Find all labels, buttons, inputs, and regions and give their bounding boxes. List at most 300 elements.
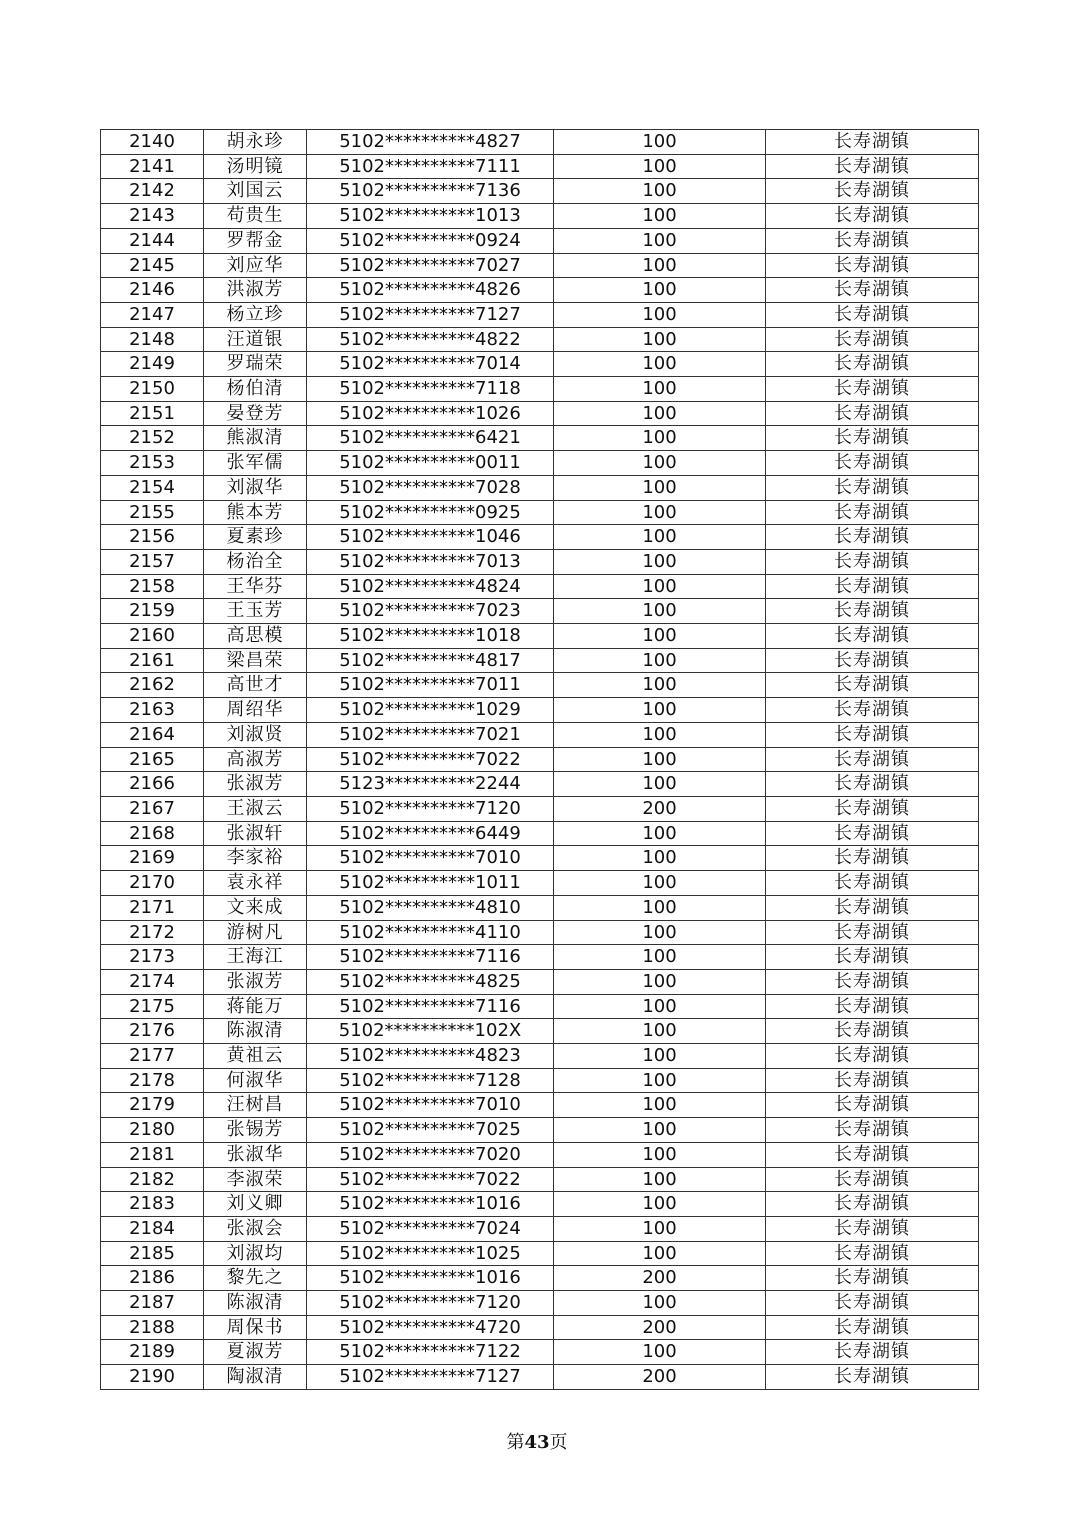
person-name-cell: 刘义卿 (204, 1192, 307, 1217)
row-number-cell: 2188 (101, 1315, 204, 1340)
row-number-cell: 2165 (101, 747, 204, 772)
amount-cell: 100 (554, 945, 766, 970)
page-number: 43 (524, 1432, 550, 1453)
table-row (101, 969, 979, 994)
table-row (101, 895, 979, 920)
amount-cell: 100 (554, 1192, 766, 1217)
table-row (101, 352, 979, 377)
table-row (101, 1142, 979, 1167)
amount-cell: 100 (554, 204, 766, 229)
amount-cell: 100 (554, 871, 766, 896)
town-name-cell: 长寿湖镇 (766, 747, 979, 772)
row-number-cell: 2148 (101, 327, 204, 352)
amount-cell: 100 (554, 673, 766, 698)
id-number-cell: 5102**********102X (307, 1019, 554, 1044)
row-number-cell: 2177 (101, 1044, 204, 1069)
id-number-cell: 5102**********7010 (307, 846, 554, 871)
amount-cell: 200 (554, 796, 766, 821)
person-name-cell: 汤明镜 (204, 154, 307, 179)
page-footer (0, 1428, 1074, 1454)
person-name-cell: 张军儒 (204, 451, 307, 476)
id-number-cell: 5102**********7127 (307, 1365, 554, 1390)
amount-cell: 100 (554, 426, 766, 451)
person-name-cell: 高淑芳 (204, 747, 307, 772)
person-name-cell: 夏淑芳 (204, 1340, 307, 1365)
id-number-cell: 5102**********0925 (307, 500, 554, 525)
town-name-cell: 长寿湖镇 (766, 574, 979, 599)
id-number-cell: 5102**********6421 (307, 426, 554, 451)
row-number-cell: 2182 (101, 1167, 204, 1192)
row-number-cell: 2162 (101, 673, 204, 698)
row-number-cell: 2172 (101, 920, 204, 945)
row-number-cell: 2157 (101, 549, 204, 574)
row-number-cell: 2145 (101, 253, 204, 278)
person-name-cell: 刘应华 (204, 253, 307, 278)
row-number-cell: 2142 (101, 179, 204, 204)
id-number-cell: 5102**********7021 (307, 722, 554, 747)
town-name-cell: 长寿湖镇 (766, 722, 979, 747)
person-name-cell: 王玉芳 (204, 599, 307, 624)
row-number-cell: 2168 (101, 821, 204, 846)
person-name-cell: 张淑芳 (204, 969, 307, 994)
row-number-cell: 2167 (101, 796, 204, 821)
amount-cell: 100 (554, 475, 766, 500)
amount-cell: 100 (554, 1118, 766, 1143)
amount-cell: 100 (554, 722, 766, 747)
amount-cell: 100 (554, 994, 766, 1019)
person-name-cell: 刘淑贤 (204, 722, 307, 747)
town-name-cell: 长寿湖镇 (766, 278, 979, 303)
town-name-cell: 长寿湖镇 (766, 1315, 979, 1340)
table-row (101, 1044, 979, 1069)
town-name-cell: 长寿湖镇 (766, 994, 979, 1019)
id-number-cell: 5102**********1025 (307, 1241, 554, 1266)
table-row (101, 1192, 979, 1217)
roster-table (100, 129, 979, 1390)
town-name-cell: 长寿湖镇 (766, 377, 979, 402)
id-number-cell: 5123**********2244 (307, 772, 554, 797)
table-row (101, 1167, 979, 1192)
table-row (101, 698, 979, 723)
person-name-cell: 周保书 (204, 1315, 307, 1340)
row-number-cell: 2189 (101, 1340, 204, 1365)
id-number-cell: 5102**********7122 (307, 1340, 554, 1365)
town-name-cell: 长寿湖镇 (766, 1266, 979, 1291)
id-number-cell: 5102**********6449 (307, 821, 554, 846)
table-row (101, 525, 979, 550)
amount-cell: 100 (554, 599, 766, 624)
person-name-cell: 熊淑清 (204, 426, 307, 451)
table-row (101, 253, 979, 278)
amount-cell: 100 (554, 698, 766, 723)
row-number-cell: 2158 (101, 574, 204, 599)
town-name-cell: 长寿湖镇 (766, 1019, 979, 1044)
town-name-cell: 长寿湖镇 (766, 969, 979, 994)
amount-cell: 100 (554, 1142, 766, 1167)
town-name-cell: 长寿湖镇 (766, 426, 979, 451)
table-row (101, 648, 979, 673)
table-row (101, 1068, 979, 1093)
amount-cell: 100 (554, 154, 766, 179)
row-number-cell: 2147 (101, 302, 204, 327)
town-name-cell: 长寿湖镇 (766, 648, 979, 673)
row-number-cell: 2185 (101, 1241, 204, 1266)
id-number-cell: 5102**********7025 (307, 1118, 554, 1143)
amount-cell: 100 (554, 895, 766, 920)
amount-cell: 100 (554, 1216, 766, 1241)
amount-cell: 100 (554, 327, 766, 352)
person-name-cell: 汪树昌 (204, 1093, 307, 1118)
amount-cell: 100 (554, 1291, 766, 1316)
row-number-cell: 2173 (101, 945, 204, 970)
town-name-cell: 长寿湖镇 (766, 796, 979, 821)
person-name-cell: 洪淑芳 (204, 278, 307, 303)
id-number-cell: 5102**********7024 (307, 1216, 554, 1241)
town-name-cell: 长寿湖镇 (766, 599, 979, 624)
page-footer-prefix: 第 (506, 1432, 525, 1453)
row-number-cell: 2150 (101, 377, 204, 402)
table-row (101, 278, 979, 303)
table-row (101, 154, 979, 179)
person-name-cell: 张淑会 (204, 1216, 307, 1241)
town-name-cell: 长寿湖镇 (766, 327, 979, 352)
row-number-cell: 2170 (101, 871, 204, 896)
table-row (101, 1093, 979, 1118)
row-number-cell: 2180 (101, 1118, 204, 1143)
id-number-cell: 5102**********1011 (307, 871, 554, 896)
row-number-cell: 2164 (101, 722, 204, 747)
id-number-cell: 5102**********1046 (307, 525, 554, 550)
amount-cell: 100 (554, 1093, 766, 1118)
town-name-cell: 长寿湖镇 (766, 920, 979, 945)
amount-cell: 200 (554, 1266, 766, 1291)
town-name-cell: 长寿湖镇 (766, 1068, 979, 1093)
person-name-cell: 汪道银 (204, 327, 307, 352)
town-name-cell: 长寿湖镇 (766, 179, 979, 204)
town-name-cell: 长寿湖镇 (766, 451, 979, 476)
id-number-cell: 5102**********4823 (307, 1044, 554, 1069)
person-name-cell: 陶淑清 (204, 1365, 307, 1390)
id-number-cell: 5102**********7127 (307, 302, 554, 327)
table-row (101, 1266, 979, 1291)
table-row (101, 574, 979, 599)
table-row (101, 1241, 979, 1266)
amount-cell: 100 (554, 772, 766, 797)
table-row (101, 549, 979, 574)
row-number-cell: 2153 (101, 451, 204, 476)
town-name-cell: 长寿湖镇 (766, 772, 979, 797)
id-number-cell: 5102**********7010 (307, 1093, 554, 1118)
amount-cell: 100 (554, 920, 766, 945)
person-name-cell: 晏登芳 (204, 401, 307, 426)
person-name-cell: 黎先之 (204, 1266, 307, 1291)
table-row (101, 722, 979, 747)
town-name-cell: 长寿湖镇 (766, 1142, 979, 1167)
town-name-cell: 长寿湖镇 (766, 673, 979, 698)
row-number-cell: 2175 (101, 994, 204, 1019)
table-row (101, 130, 979, 155)
id-number-cell: 5102**********4824 (307, 574, 554, 599)
amount-cell: 100 (554, 969, 766, 994)
table-row (101, 1365, 979, 1390)
row-number-cell: 2179 (101, 1093, 204, 1118)
table-row (101, 1019, 979, 1044)
amount-cell: 100 (554, 1241, 766, 1266)
person-name-cell: 罗瑞荣 (204, 352, 307, 377)
id-number-cell: 5102**********1018 (307, 624, 554, 649)
town-name-cell: 长寿湖镇 (766, 1167, 979, 1192)
id-number-cell: 5102**********4827 (307, 130, 554, 155)
amount-cell: 100 (554, 302, 766, 327)
person-name-cell: 陈淑清 (204, 1019, 307, 1044)
person-name-cell: 高思模 (204, 624, 307, 649)
town-name-cell: 长寿湖镇 (766, 549, 979, 574)
row-number-cell: 2187 (101, 1291, 204, 1316)
person-name-cell: 杨治全 (204, 549, 307, 574)
table-row (101, 1118, 979, 1143)
id-number-cell: 5102**********1016 (307, 1192, 554, 1217)
table-row (101, 500, 979, 525)
town-name-cell: 长寿湖镇 (766, 204, 979, 229)
person-name-cell: 张淑轩 (204, 821, 307, 846)
town-name-cell: 长寿湖镇 (766, 945, 979, 970)
row-number-cell: 2174 (101, 969, 204, 994)
person-name-cell: 夏素珍 (204, 525, 307, 550)
row-number-cell: 2190 (101, 1365, 204, 1390)
person-name-cell: 袁永祥 (204, 871, 307, 896)
table-row (101, 599, 979, 624)
row-number-cell: 2171 (101, 895, 204, 920)
town-name-cell: 长寿湖镇 (766, 1241, 979, 1266)
amount-cell: 200 (554, 1315, 766, 1340)
amount-cell: 100 (554, 500, 766, 525)
person-name-cell: 黄祖云 (204, 1044, 307, 1069)
amount-cell: 100 (554, 1167, 766, 1192)
town-name-cell: 长寿湖镇 (766, 154, 979, 179)
page-footer-suffix: 页 (549, 1432, 568, 1453)
town-name-cell: 长寿湖镇 (766, 525, 979, 550)
table-row (101, 377, 979, 402)
id-number-cell: 5102**********7111 (307, 154, 554, 179)
amount-cell: 100 (554, 846, 766, 871)
town-name-cell: 长寿湖镇 (766, 698, 979, 723)
town-name-cell: 长寿湖镇 (766, 624, 979, 649)
id-number-cell: 5102**********4720 (307, 1315, 554, 1340)
amount-cell: 100 (554, 1068, 766, 1093)
id-number-cell: 5102**********7023 (307, 599, 554, 624)
id-number-cell: 5102**********7027 (307, 253, 554, 278)
row-number-cell: 2184 (101, 1216, 204, 1241)
town-name-cell: 长寿湖镇 (766, 1216, 979, 1241)
town-name-cell: 长寿湖镇 (766, 1044, 979, 1069)
id-number-cell: 5102**********4817 (307, 648, 554, 673)
id-number-cell: 5102**********7120 (307, 1291, 554, 1316)
roster-table-container (100, 129, 973, 1390)
row-number-cell: 2141 (101, 154, 204, 179)
amount-cell: 100 (554, 278, 766, 303)
id-number-cell: 5102**********4826 (307, 278, 554, 303)
row-number-cell: 2181 (101, 1142, 204, 1167)
person-name-cell: 罗帮金 (204, 228, 307, 253)
person-name-cell: 张淑芳 (204, 772, 307, 797)
id-number-cell: 5102**********7022 (307, 747, 554, 772)
id-number-cell: 5102**********7128 (307, 1068, 554, 1093)
table-row (101, 821, 979, 846)
id-number-cell: 5102**********4110 (307, 920, 554, 945)
person-name-cell: 杨伯清 (204, 377, 307, 402)
amount-cell: 100 (554, 525, 766, 550)
amount-cell: 100 (554, 377, 766, 402)
table-row (101, 179, 979, 204)
id-number-cell: 5102**********1026 (307, 401, 554, 426)
town-name-cell: 长寿湖镇 (766, 500, 979, 525)
person-name-cell: 熊本芳 (204, 500, 307, 525)
amount-cell: 100 (554, 253, 766, 278)
person-name-cell: 刘淑华 (204, 475, 307, 500)
table-row (101, 401, 979, 426)
person-name-cell: 高世才 (204, 673, 307, 698)
table-row (101, 945, 979, 970)
table-row (101, 204, 979, 229)
amount-cell: 100 (554, 549, 766, 574)
amount-cell: 100 (554, 451, 766, 476)
table-row (101, 871, 979, 896)
id-number-cell: 5102**********7014 (307, 352, 554, 377)
person-name-cell: 苟贵生 (204, 204, 307, 229)
id-number-cell: 5102**********7022 (307, 1167, 554, 1192)
table-row (101, 673, 979, 698)
table-row (101, 302, 979, 327)
row-number-cell: 2186 (101, 1266, 204, 1291)
person-name-cell: 张淑华 (204, 1142, 307, 1167)
person-name-cell: 游树凡 (204, 920, 307, 945)
row-number-cell: 2144 (101, 228, 204, 253)
person-name-cell: 李淑荣 (204, 1167, 307, 1192)
amount-cell: 100 (554, 401, 766, 426)
table-row (101, 1315, 979, 1340)
town-name-cell: 长寿湖镇 (766, 302, 979, 327)
town-name-cell: 长寿湖镇 (766, 846, 979, 871)
town-name-cell: 长寿湖镇 (766, 1340, 979, 1365)
id-number-cell: 5102**********0924 (307, 228, 554, 253)
town-name-cell: 长寿湖镇 (766, 475, 979, 500)
table-row (101, 796, 979, 821)
row-number-cell: 2156 (101, 525, 204, 550)
town-name-cell: 长寿湖镇 (766, 871, 979, 896)
amount-cell: 100 (554, 821, 766, 846)
person-name-cell: 何淑华 (204, 1068, 307, 1093)
town-name-cell: 长寿湖镇 (766, 1365, 979, 1390)
table-row (101, 228, 979, 253)
amount-cell: 100 (554, 1044, 766, 1069)
town-name-cell: 长寿湖镇 (766, 1192, 979, 1217)
person-name-cell: 梁昌荣 (204, 648, 307, 673)
town-name-cell: 长寿湖镇 (766, 352, 979, 377)
person-name-cell: 文来成 (204, 895, 307, 920)
id-number-cell: 5102**********7116 (307, 994, 554, 1019)
town-name-cell: 长寿湖镇 (766, 1118, 979, 1143)
id-number-cell: 5102**********4822 (307, 327, 554, 352)
town-name-cell: 长寿湖镇 (766, 1291, 979, 1316)
person-name-cell: 王华芬 (204, 574, 307, 599)
person-name-cell: 王海江 (204, 945, 307, 970)
table-row (101, 994, 979, 1019)
table-row (101, 1340, 979, 1365)
row-number-cell: 2169 (101, 846, 204, 871)
town-name-cell: 长寿湖镇 (766, 1093, 979, 1118)
amount-cell: 100 (554, 352, 766, 377)
table-row (101, 451, 979, 476)
row-number-cell: 2166 (101, 772, 204, 797)
id-number-cell: 5102**********7013 (307, 549, 554, 574)
id-number-cell: 5102**********1029 (307, 698, 554, 723)
amount-cell: 100 (554, 179, 766, 204)
town-name-cell: 长寿湖镇 (766, 401, 979, 426)
table-row (101, 624, 979, 649)
row-number-cell: 2154 (101, 475, 204, 500)
table-row (101, 1216, 979, 1241)
person-name-cell: 李家裕 (204, 846, 307, 871)
person-name-cell: 周绍华 (204, 698, 307, 723)
id-number-cell: 5102**********7116 (307, 945, 554, 970)
id-number-cell: 5102**********7120 (307, 796, 554, 821)
row-number-cell: 2163 (101, 698, 204, 723)
person-name-cell: 陈淑清 (204, 1291, 307, 1316)
id-number-cell: 5102**********1013 (307, 204, 554, 229)
id-number-cell: 5102**********7028 (307, 475, 554, 500)
table-row (101, 747, 979, 772)
person-name-cell: 蒋能万 (204, 994, 307, 1019)
table-row (101, 327, 979, 352)
row-number-cell: 2161 (101, 648, 204, 673)
row-number-cell: 2152 (101, 426, 204, 451)
amount-cell: 100 (554, 228, 766, 253)
row-number-cell: 2160 (101, 624, 204, 649)
row-number-cell: 2178 (101, 1068, 204, 1093)
table-row (101, 1291, 979, 1316)
row-number-cell: 2140 (101, 130, 204, 155)
id-number-cell: 5102**********4825 (307, 969, 554, 994)
id-number-cell: 5102**********7020 (307, 1142, 554, 1167)
amount-cell: 100 (554, 130, 766, 155)
row-number-cell: 2176 (101, 1019, 204, 1044)
town-name-cell: 长寿湖镇 (766, 821, 979, 846)
row-number-cell: 2146 (101, 278, 204, 303)
person-name-cell: 张锡芳 (204, 1118, 307, 1143)
person-name-cell: 杨立珍 (204, 302, 307, 327)
id-number-cell: 5102**********0011 (307, 451, 554, 476)
table-row (101, 920, 979, 945)
id-number-cell: 5102**********7011 (307, 673, 554, 698)
town-name-cell: 长寿湖镇 (766, 130, 979, 155)
row-number-cell: 2155 (101, 500, 204, 525)
amount-cell: 200 (554, 1365, 766, 1390)
amount-cell: 100 (554, 1019, 766, 1044)
id-number-cell: 5102**********4810 (307, 895, 554, 920)
town-name-cell: 长寿湖镇 (766, 253, 979, 278)
row-number-cell: 2149 (101, 352, 204, 377)
person-name-cell: 刘国云 (204, 179, 307, 204)
table-row (101, 475, 979, 500)
roster-table-body (101, 130, 979, 1390)
row-number-cell: 2183 (101, 1192, 204, 1217)
id-number-cell: 5102**********1016 (307, 1266, 554, 1291)
row-number-cell: 2159 (101, 599, 204, 624)
person-name-cell: 刘淑均 (204, 1241, 307, 1266)
table-row (101, 426, 979, 451)
id-number-cell: 5102**********7118 (307, 377, 554, 402)
amount-cell: 100 (554, 747, 766, 772)
